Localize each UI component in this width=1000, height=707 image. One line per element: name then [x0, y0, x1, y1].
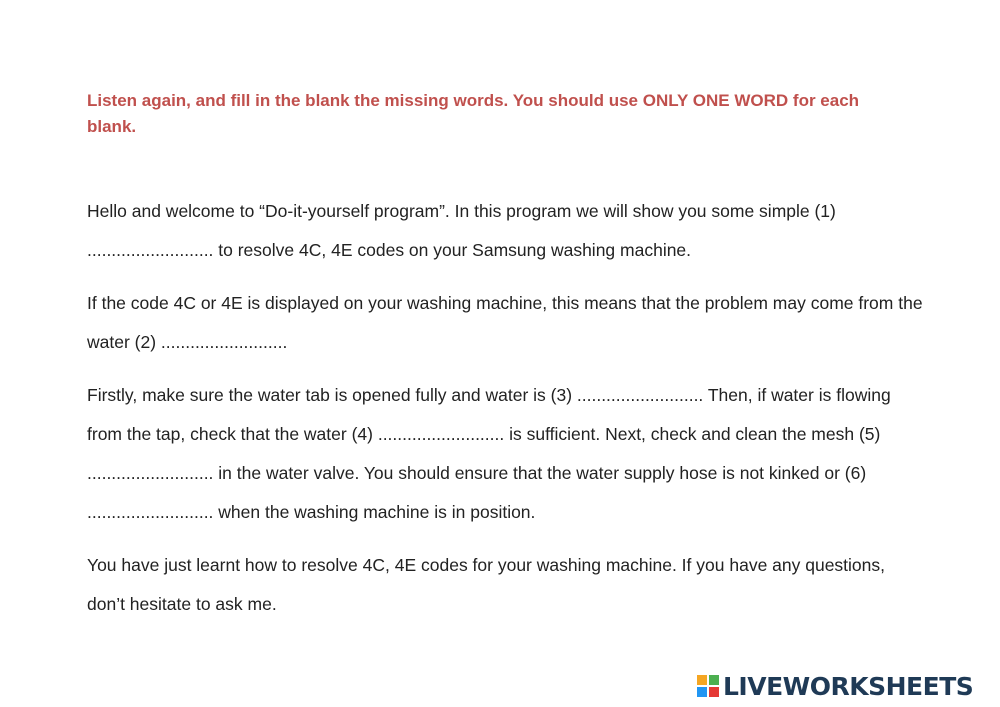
- logo-block-orange: [697, 675, 707, 685]
- logo-blocks-icon: [697, 675, 719, 697]
- logo-text: LIVEWORKSHEETS: [723, 671, 974, 701]
- worksheet-body: [87, 192, 927, 638]
- logo-block-green: [709, 675, 719, 685]
- instruction-text: Listen again, and fill in the blank the missing words. You should use ONLY ONE WORD for each blank.: [87, 91, 860, 136]
- liveworksheets-logo[interactable]: [697, 671, 973, 701]
- paragraph-intro: Hello and welcome to “Do-it-yourself program”. In this program we will show you some simple (1) .......................... to resolve 4C, 4E codes on your Samsung washing machine.: [87, 201, 836, 260]
- paragraph-steps: Firstly, make sure the water tab is opened fully and water is (3) .......................... Then, if water is flowing from the tap, check that the water (4) .......................... is sufficient. Next, check and clean the mesh (5) .......................... in the water valve. You should ensure that the water supply hose is not kinked or (6) .......................... when the washing machine is in position.: [87, 385, 891, 522]
- logo-block-blue: [697, 687, 707, 697]
- paragraph-error-code: If the code 4C or 4E is displayed on your washing machine, this means that the problem may come from the water (2) ..........................: [87, 293, 923, 352]
- logo-block-red: [709, 687, 719, 697]
- paragraph-closing: You have just learnt how to resolve 4C, 4E codes for your washing machine. If you have any questions, don’t hesitate to ask me.: [87, 555, 886, 614]
